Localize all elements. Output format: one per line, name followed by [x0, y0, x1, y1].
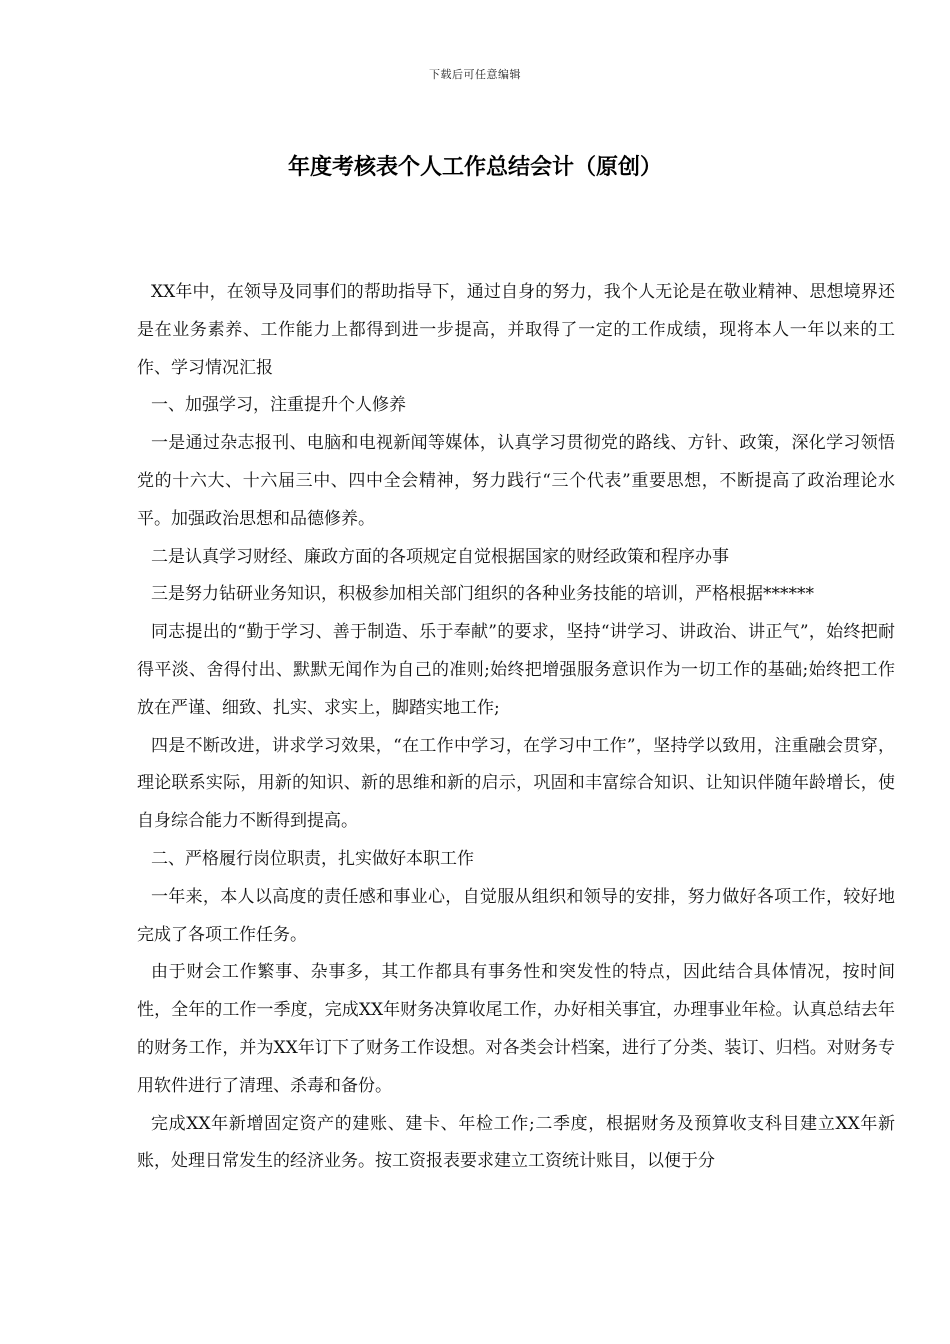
body-paragraph: 四是不断改进，讲求学习效果，“在工作中学习，在学习中工作”，坚持学以致用，注重融会贯穿，理论联系实际，用新的知识、新的思维和新的启示，巩固和丰富综合知识、让知识伴随年龄增长，使自身综合能力不断得到提高。 — [137, 735, 895, 832]
body-paragraph: 二是认真学习财经、廉政方面的各项规定自觉根据国家的财经政策和程序办事 — [151, 546, 729, 567]
body-paragraph: 一是通过杂志报刊、电脑和电视新闻等媒体，认真学习贯彻党的路线、方针、政策，深化学习领悟党的十六大、十六届三中、四中全会精神，努力践行“三个代表”重要思想，不断提高了政治理论水平。加强政治思想和品德修养。 — [137, 433, 895, 529]
body-paragraph: XX年中，在领导及同事们的帮助指导下，通过自身的努力，我个人无论是在敬业精神、思想境界还是在业务素养、工作能力上都得到进一步提高，并取得了一定的工作成绩，现将本人一年以来的工作、学习情况汇报 — [137, 282, 895, 378]
document-title: 年度考核表个人工作总结会计（原创） — [287, 155, 662, 180]
body-paragraph: 一年来，本人以高度的责任感和事业心，自觉服从组织和领导的安排，努力做好各项工作，较好地完成了各项工作任务。 — [137, 886, 895, 945]
body-paragraph: 三是努力钻研业务知识，积极参加相关部门组织的各种业务技能的培训，严格根据****** — [151, 584, 814, 605]
body-paragraph: 完成XX年新增固定资产的建账、建卡、年检工作;二季度，根据财务及预算收支科目建立XX年新账，处理日常发生的经济业务。按工资报表要求建立工资统计账目，以便于分 — [137, 1113, 895, 1172]
section-heading: 一、加强学习，注重提升个人修养 — [151, 395, 406, 416]
section-heading: 二、严格履行岗位职责，扎实做好本职工作 — [151, 848, 474, 869]
body-paragraph: 由于财会工作繁事、杂事多，其工作都具有事务性和突发性的特点，因此结合具体情况，按时间性，全年的工作一季度，完成XX年财务决算收尾工作，办好相关事宜，办理事业年检。认真总结去年的财务工作，并为XX年订下了财务工作设想。对各类会计档案，进行了分类、装订、归档。对财务专用软件进行了清理、杀毒和备份。 — [137, 962, 895, 1096]
document-body — [137, 274, 895, 1181]
body-paragraph: 同志提出的“勤于学习、善于制造、乐于奉献”的要求，坚持“讲学习、讲政治、讲正气”，始终把耐得平淡、舍得付出、默默无闻作为自己的准则;始终把增强服务意识作为一切工作的基础;始终把工作放在严谨、细致、扎实、求实上，脚踏实地工作; — [137, 622, 895, 718]
header-note: 下载后可任意编辑 — [429, 68, 521, 81]
